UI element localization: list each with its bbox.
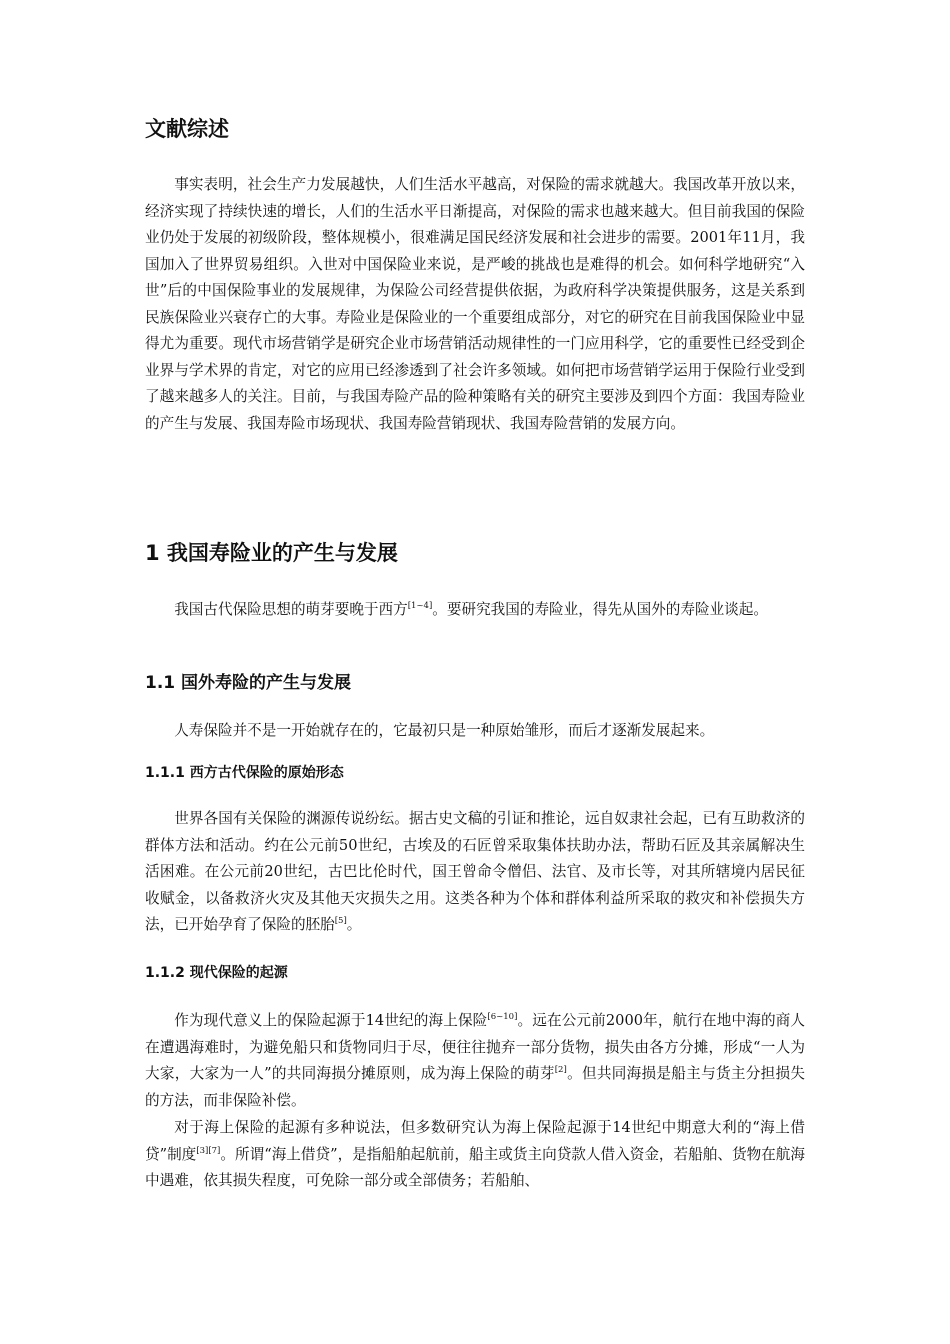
section-1-1-2-heading: 1.1.2 现代保险的起源: [145, 965, 288, 981]
section-1-1-1-text-b: 。: [346, 916, 362, 933]
section-1-1-2-p2-text-a: 对于海上保险的起源有多种说法，但多数研究认为海上保险起源于14世纪中期意大利的“海上借贷”制度: [145, 1119, 805, 1163]
citation: [3][7]: [196, 1145, 221, 1156]
literature-review-heading: 文献综述: [145, 117, 229, 141]
section-1-1-2-p2-text-b: 。所谓“海上借贷”，是指船舶起航前，船主或货主向贷款人借入资金，若船舶、货物在航海中遇难，依其损失程度，可免除一部分或全部债务；若船舶、: [145, 1145, 805, 1189]
section-1-1-2-paragraph-2: [145, 1115, 805, 1195]
section-1-text-b: 。要研究我国的寿险业，得先从国外的寿险业谈起。: [432, 601, 768, 618]
section-1-paragraph: [145, 597, 805, 624]
section-1-1-1-text-a: 世界各国有关保险的渊源传说纷纭。据古史文稿的引证和推论，远自奴隶社会起，已有互助救济的群体方法和活动。约在公元前50世纪，古埃及的石匠曾采取集体扶助办法，帮助石匠及其亲属解决生活困难。在公元前20世纪，古巴比伦时代，国王曾命令僧侣、法官、及市长等，对其所辖境内居民征收赋金，以备救济火灾及其他天灾损失之用。这类各种为个体和群体利益所采取的救灾和补偿损失方法，已开始孕育了保险的胚胎: [145, 810, 805, 933]
citation: [1~4]: [407, 601, 433, 612]
section-1-heading: 1 我国寿险业的产生与发展: [145, 541, 398, 565]
citation: [2]: [554, 1065, 567, 1076]
section-1-1-2-p1-text-a: 作为现代意义上的保险起源于14世纪的海上保险: [174, 1012, 488, 1029]
section-1-1-2-paragraph-1: [145, 1008, 805, 1114]
section-1-1-1-heading: 1.1.1 西方古代保险的原始形态: [145, 765, 344, 781]
section-1-1-paragraph: 人寿保险并不是一开始就存在的，它最初只是一种原始雏形，而后才逐渐发展起来。: [174, 722, 715, 739]
section-1-1-heading: 1.1 国外寿险的产生与发展: [145, 673, 352, 693]
citation: [6~10]: [487, 1012, 518, 1023]
citation: [5]: [334, 916, 347, 927]
intro-paragraph: 事实表明，社会生产力发展越快，人们生活水平越高，对保险的需求就越大。我国改革开放以来，经济实现了持续快速的增长，人们的生活水平日渐提高，对保险的需求也越来越大。但目前我国的保险业仍处于发展的初级阶段，整体规模小，很难满足国民经济发展和社会进步的需要。2001年11月，我国加入了世界贸易组织。入世对中国保险业来说，是严峻的挑战也是难得的机会。如何科学地研究“入世”后的中国保险事业的发展规律，为保险公司经营提供依据，为政府科学决策提供服务，这是关系到民族保险业兴衰存亡的大事。寿险业是保险业的一个重要组成部分，对它的研究在目前我国保险业中显得尤为重要。现代市场营销学是研究企业市场营销活动规律性的一门应用科学，它的重要性已经受到企业界与学术界的肯定，对它的应用已经渗透到了社会许多领域。如何把市场营销学运用于保险行业受到了越来越多人的关注。目前，与我国寿险产品的险种策略有关的研究主要涉及到四个方面：我国寿险业的产生与发展、我国寿险市场现状、我国寿险营销现状、我国寿险营销的发展方向。: [145, 176, 805, 432]
section-1-1-2-p1-text-b: 。远在公元前2000年，航行在地中海的商人在遭遇海难时，为避免船只和货物同归于尽，便往往抛弃一部分货物，损失由各方分摊，形成“一人为大家，大家为一人”的共同海损分摊原则，成为海上保险的萌芽: [145, 1012, 805, 1082]
section-1-text-a: 我国古代保险思想的萌芽要晚于西方: [174, 601, 408, 618]
section-1-1-1-paragraph: [145, 806, 805, 939]
section-1-1-2-p1-text-c: 。但共同海损是船主与货主分担损失的方法，而非保险补偿。: [145, 1065, 805, 1109]
